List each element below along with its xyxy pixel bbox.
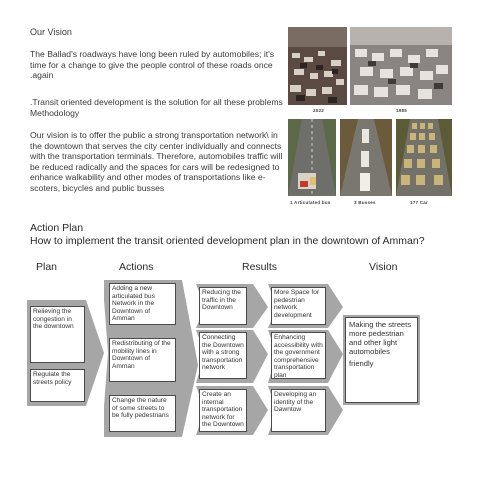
action-item-pedestrian-streets: Change the nature of some streets to be fully pedestrians bbox=[109, 395, 176, 432]
result-item-reducing-traffic: Reducing the traffic in the Downtown bbox=[199, 287, 247, 325]
photo-caption-2022: 2022 bbox=[313, 108, 325, 113]
vision-item-text-friendly: friendly bbox=[349, 359, 374, 368]
column-header-results: Results bbox=[242, 261, 278, 273]
action-plan-title: Action Plan bbox=[30, 222, 84, 234]
vision-paragraph-1: The Ballad's roadways have long been ruled by automobiles; it's time for a change to give the people control of these roads once .again bbox=[30, 49, 275, 81]
vision-item-pedestrian-friendly bbox=[345, 317, 418, 403]
column-header-plan: Plan bbox=[36, 261, 58, 273]
photo-caption-articulated-bus: 1 Articulated bus bbox=[290, 200, 331, 205]
vision-paragraph-3: Our vision is to offer the public a strong transportation network\ in the downtown that serves the city center individually and connects with the transportation terminals. Therefore, automobiles traffic will be reduced radically and the spaces for cars will be redesigned to enhance walkability and other modes of transportations like e-scoters, bicycles and public busses bbox=[30, 130, 283, 193]
action-item-mobility-lines: Redistributing of the mobility lines in Downtown of Amman bbox=[109, 338, 176, 382]
plan-item-regulate-streets: Regulate the streets policy bbox=[30, 369, 85, 402]
vision-heading: Our Vision bbox=[30, 27, 72, 37]
result-item-downtown-identity: Developing an identity of the Dawntow bbox=[271, 389, 326, 432]
photo-caption-busses: 3 Busses bbox=[354, 200, 376, 205]
result-item-connecting-downtown: Connecting the Downtown with a strong transportation network bbox=[199, 332, 247, 379]
action-item-bus-network: Adding a new articulated bus Network in the Downtown of Amman bbox=[109, 283, 176, 325]
result-item-accessibility: Enhancing accessibility with the government comprehensive transportation plan bbox=[271, 332, 326, 379]
column-header-vision: Vision bbox=[369, 261, 398, 273]
photo-caption-cars: 177 Car bbox=[410, 200, 429, 205]
result-item-pedestrian-space: More Space for pedestrian network development bbox=[271, 287, 326, 325]
plan-item-relieving-congestion: Relieving the congestion in the downtown bbox=[30, 306, 85, 363]
action-plan-question: How to implement the transit oriented development plan in the downtown of Amman? bbox=[30, 235, 425, 247]
vision-paragraph-2: .Transit oriented development is the solution for all these problems bbox=[30, 97, 283, 107]
column-header-actions: Actions bbox=[119, 261, 154, 273]
methodology-label: Methodology bbox=[30, 108, 80, 118]
photo-caption-1985: 1985 bbox=[396, 108, 408, 113]
result-item-internal-network: Create an internal transportation network for the Downtown bbox=[199, 389, 247, 432]
vision-item-text: Making the streets more pedestrian and other light automobiles bbox=[349, 320, 412, 356]
